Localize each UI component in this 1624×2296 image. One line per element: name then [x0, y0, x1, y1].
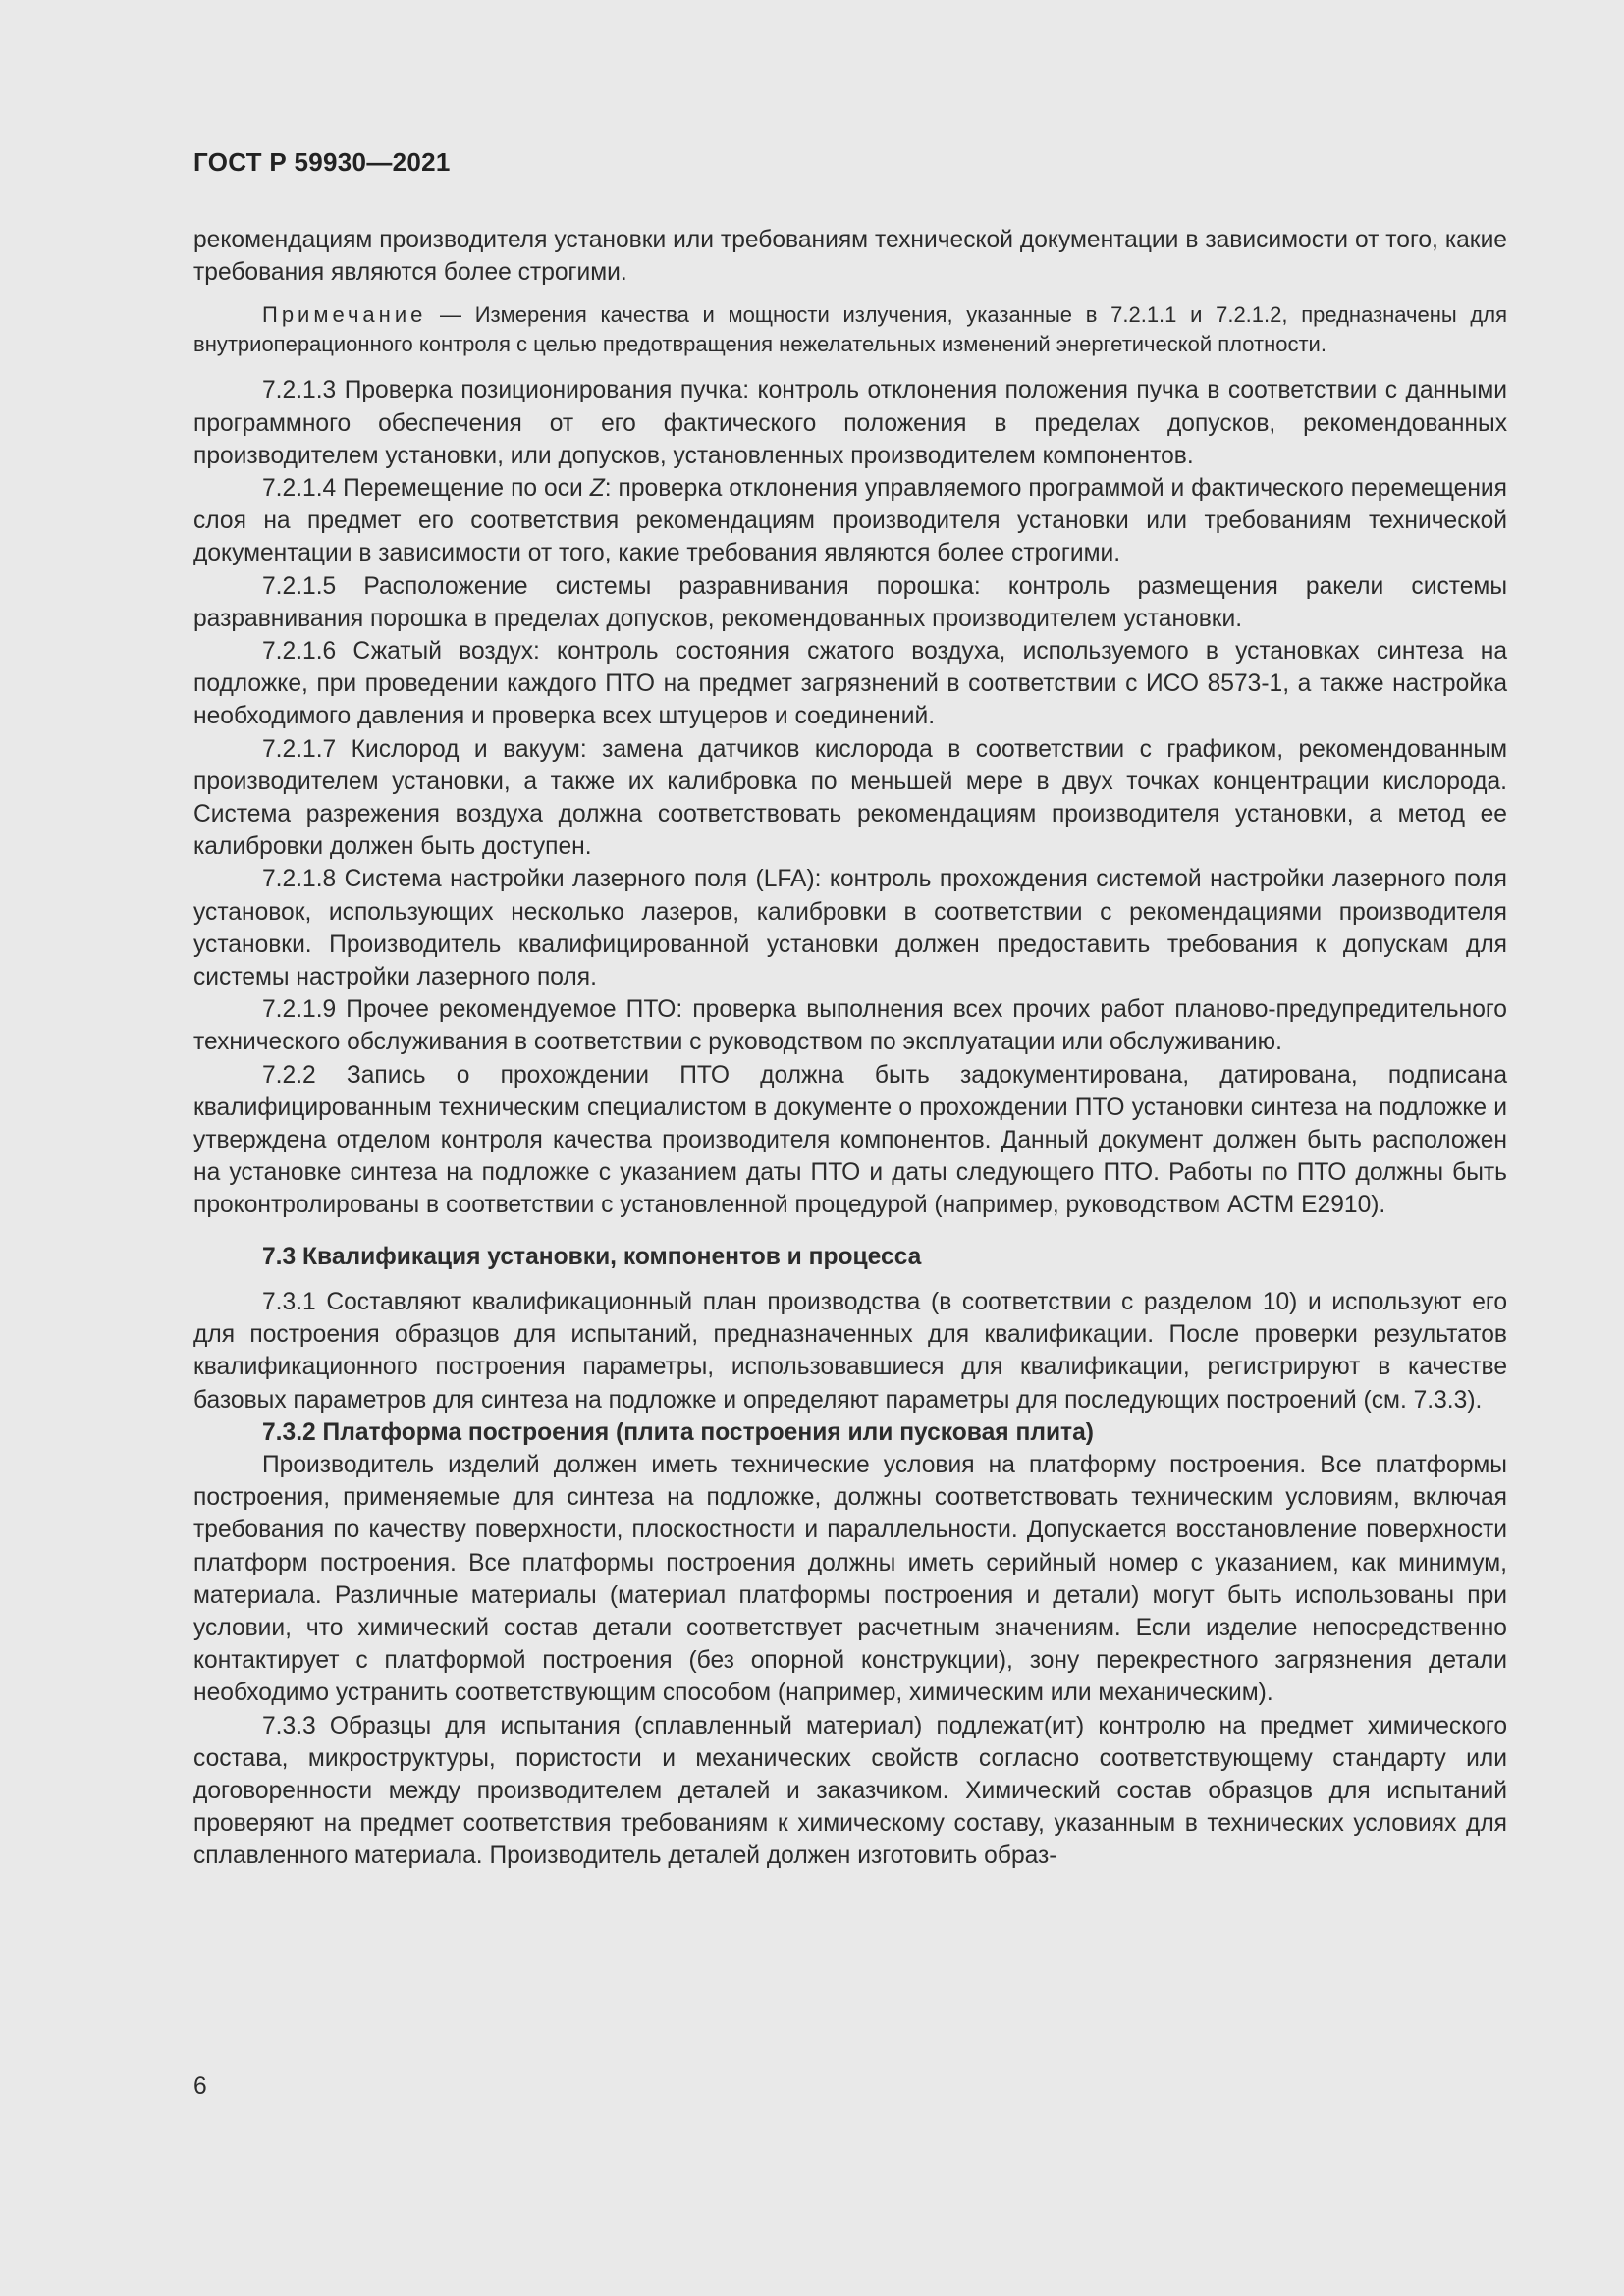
note-label: Примечание	[262, 302, 427, 328]
paragraph-continuation: рекомендациям производителя установки или требованиям технической документации в зависимости от того, какие требования являются более строгими.	[193, 227, 1507, 287]
paragraph-7-2-1-4-rest: : проверка отклонения управляемого программой и фактического перемещения слоя на предмет его соответствия рекомендациям производителя установки или требованиям технической документации в зависимости от того, какие требования являются более строгими.	[193, 475, 1507, 567]
paragraph-7-2-1-5: 7.2.1.5 Расположение системы разравнивания порошка: контроль размещения ракели системы разравнивания порошка в пределах допусков, рекомендованных производителем установки.	[193, 572, 1507, 632]
subsection-heading-7-3-2: 7.3.2 Платформа построения (плита построения или пусковая плита)	[262, 1418, 1094, 1446]
paragraph-7-2-1-4-start: 7.2.1.4 Перемещение по оси	[262, 475, 590, 503]
note-paragraph	[193, 300, 1507, 358]
axis-z-symbol: Z	[589, 475, 605, 503]
paragraph-7-2-1-6: 7.2.1.6 Сжатый воздух: контроль состояния сжатого воздуха, используемого в установках синтеза на подложке, при проведении каждого ПТО на предмет загрязнений в соответствии с ИСО 8573-1, а также настройка необходимого давления и проверка всех штуцеров и соединений.	[193, 638, 1507, 730]
section-heading-7-3: 7.3 Квалификация установки, компонентов и процесса	[262, 1243, 922, 1270]
page-number: 6	[193, 2073, 207, 2100]
paragraph-7-2-1-3: 7.2.1.3 Проверка позиционирования пучка: контроль отклонения положения пучка в соответствии с данными программного обеспечения от его фактического положения в пределах допусков, рекомендованных производителем установки, или допусков, установленных производителем компонентов.	[193, 377, 1507, 469]
paragraph-7-2-1-8: 7.2.1.8 Система настройки лазерного поля (LFA): контроль прохождения системой настройки лазерного поля установок, использующих несколько лазеров, калибровки в соответствии с рекомендациями производителя установки. Производитель квалифицированной установки должен предоставить требования к допускам для системы настройки лазерного поля.	[193, 866, 1507, 991]
document-header: ГОСТ Р 59930—2021	[193, 147, 451, 177]
paragraph-7-3-3: 7.3.3 Образцы для испытания (сплавленный материал) подлежат(ит) контролю на предмет химического состава, микроструктуры, пористости и механических свойств согласно соответствующему стандарту или договоренности между производителем деталей и заказчиком. Химический состав образцов для испытаний проверяют на предмет соответствия требованиям к химическому составу, указанным в технических условиях для сплавленного материала. Производитель деталей должен изготовить образ-	[193, 1712, 1507, 1870]
paragraph-7-3-2: Производитель изделий должен иметь технические условия на платформу построения. Все платформы построения, применяемые для синтеза на подложке, должны соответствовать техническим условиям, включая требования по качеству поверхности, плоскостности и параллельности. Допускается восстановление поверхности платформ построения. Все платформы построения должны иметь серийный номер с указанием, как минимум, материала. Различные материалы (материал платформы построения и детали) могут быть использованы при условии, что химический состав детали соответствует расчетным значениям. Если изделие непосредственно контактирует с платформой построения (без опорной конструкции), зону перекрестного загрязнения детали необходимо устранить соответствующим способом (например, химическим или механическим).	[193, 1451, 1507, 1707]
paragraph-7-2-2: 7.2.2 Запись о прохождении ПТО должна быть задокументирована, датирована, подписана квалифицированным техническим специалистом в документе о прохождении ПТО установки синтеза на подложке и утверждена отделом контроля качества производителя компонентов. Данный документ должен быть расположен на установке синтеза на подложке с указанием даты ПТО и даты следующего ПТО. Работы по ПТО должны быть проконтролированы в соответствии с установленной процедурой (например, руководством АСТМ Е2910).	[193, 1061, 1507, 1219]
paragraph-7-2-1-7: 7.2.1.7 Кислород и вакуум: замена датчиков кислорода в соответствии с графиком, рекомендованным производителем установки, а также их калибровка по меньшей мере в двух точках концентрации кислорода. Система разрежения воздуха должна соответствовать рекомендациям производителя установки, а метод ее калибровки должен быть доступен.	[193, 735, 1507, 861]
paragraph-7-2-1-4	[193, 472, 1507, 570]
paragraph-7-2-1-9: 7.2.1.9 Прочее рекомендуемое ПТО: проверка выполнения всех прочих работ планово-предупредительного технического обслуживания в соответствии с руководством по эксплуатации или обслуживанию.	[193, 996, 1507, 1056]
paragraph-7-3-1: 7.3.1 Составляют квалификационный план производства (в соответствии с разделом 10) и используют его для построения образцов для испытаний, предназначенных для квалификации. После проверки результатов квалификационного построения параметры, использовавшиеся для квалификации, регистрируют в качестве базовых параметров для синтеза на подложке и определяют параметры для последующих построений (см. 7.3.3).	[193, 1288, 1507, 1414]
document-body	[193, 224, 1507, 1873]
note-text: — Измерения качества и мощности излучения, указанные в 7.2.1.1 и 7.2.1.2, предназначены для внутриоперационного контроля с целью предотвращения нежелательных изменений энергетической плотности.	[193, 302, 1507, 356]
